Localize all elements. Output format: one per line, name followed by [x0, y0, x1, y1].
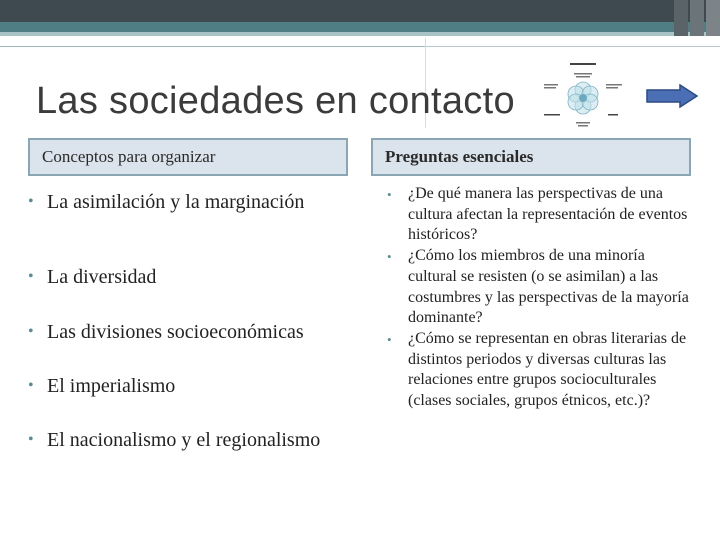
list-item [28, 265, 363, 289]
list-item-text: El imperialismo [47, 375, 176, 397]
arrow-right-icon[interactable] [646, 84, 698, 108]
questions-list [387, 184, 697, 412]
top-bar-accent [0, 22, 720, 32]
list-item [28, 428, 363, 452]
list-item-text: ¿Cómo los miembros de una minoría cultural se resisten (o se asimilan) a las costumbres y las perspectivas de la mayoría dominante? [408, 247, 689, 327]
list-item-text: Las divisiones socioeconómicas [47, 321, 304, 343]
bullet: • [28, 323, 34, 340]
bullet: • [28, 193, 34, 210]
list-item-text: La diversidad [47, 266, 157, 288]
top-bar-blocks [672, 0, 720, 36]
bullet: • [387, 331, 392, 347]
list-item [28, 374, 363, 398]
bullet: • [387, 249, 392, 265]
bullet: • [28, 268, 34, 285]
questions-header: Preguntas esenciales [371, 138, 691, 176]
concepts-header: Conceptos para organizar [28, 138, 348, 176]
list-item [387, 246, 697, 329]
list-item-text: ¿Cómo se representan en obras literarias de distintos periodos y diversas culturas las relaciones entre grupos socioculturales (clases sociales, grupos étnicos, etc.)? [408, 329, 687, 410]
title-divider [0, 46, 425, 47]
list-item-text: La asimilación y la marginación [47, 191, 305, 213]
bullet: • [28, 377, 34, 394]
list-item-text: El nacionalismo y el regionalismo [47, 429, 321, 451]
flower-diagram-icon [540, 62, 630, 132]
list-item [28, 320, 363, 344]
bullet: • [28, 431, 34, 448]
list-item [28, 190, 363, 214]
list-item [387, 329, 697, 412]
title-divider-right [425, 46, 720, 47]
list-item-text: ¿De qué manera las perspectivas de una cultura afectan la representación de eventos históricos? [408, 185, 688, 244]
list-item [387, 184, 697, 246]
page-title: Las sociedades en contacto [36, 80, 515, 122]
bullet: • [387, 187, 392, 202]
top-bar-dark [0, 0, 720, 22]
top-bar-light [0, 32, 720, 36]
